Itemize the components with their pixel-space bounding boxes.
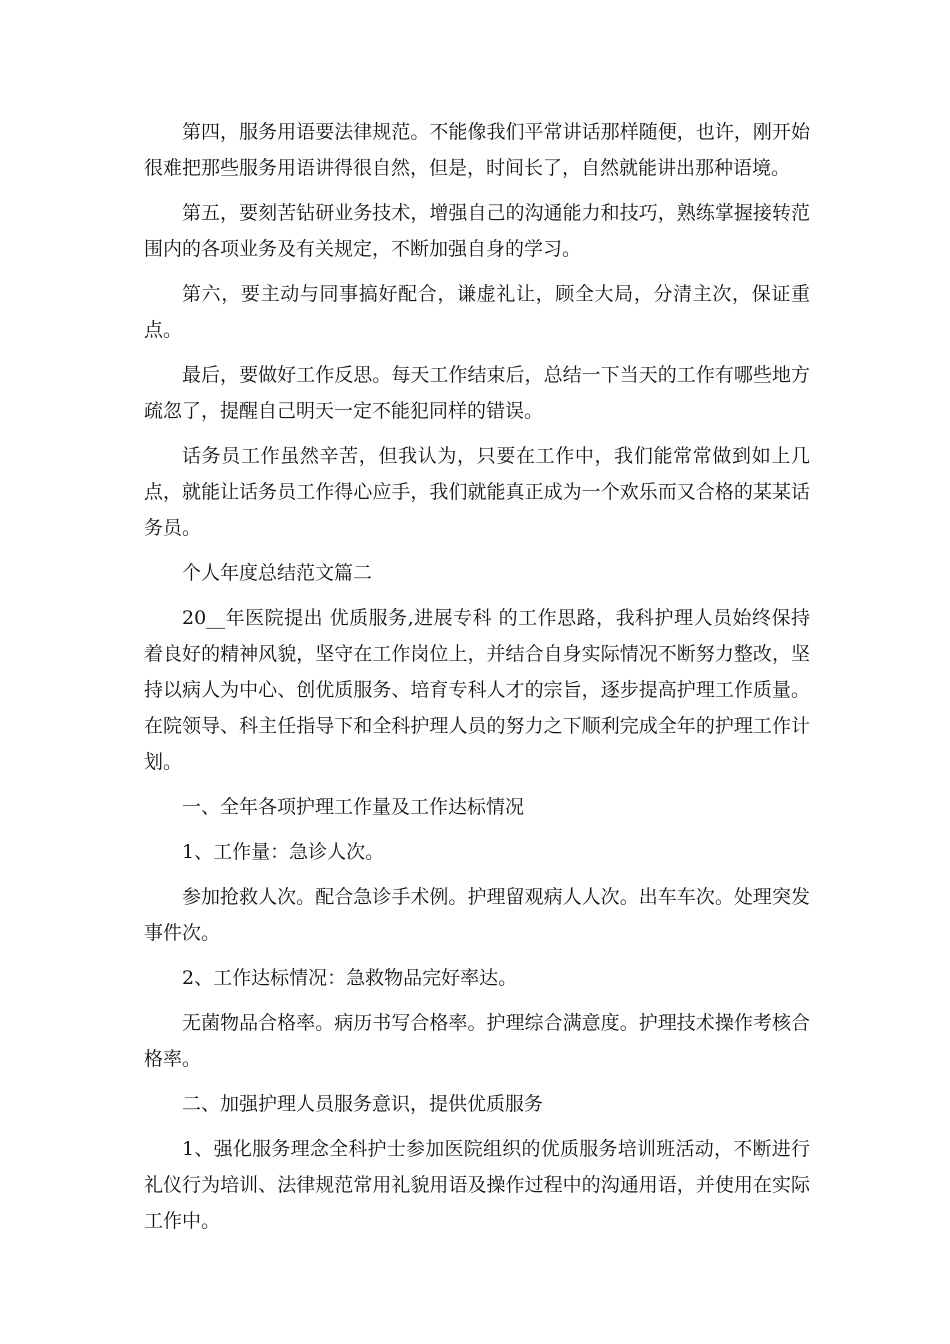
paragraph-rates: 无菌物品合格率。病历书写合格率。护理综合满意度。护理技术操作考核合格率。 xyxy=(144,1012,810,1070)
section-title: 个人年度总结范文篇二 xyxy=(182,562,373,584)
document-body xyxy=(144,114,810,1248)
paragraph-cooperation: 第六，要主动与同事搞好配合，谦虚礼让，顾全大局，分清主次，保证重点。 xyxy=(144,283,810,341)
paragraph-service-language: 第四，服务用语要法律规范。不能像我们平常讲话那样随便，也许，刚开始很难把那些服务用语讲得很自然，但是，时间长了，自然就能讲出那种语境。 xyxy=(144,121,810,179)
item-service-training: 1、强化服务理念全科护士参加医院组织的优质服务培训班活动，不断进行礼仪行为培训、法律规范常用礼貌用语及操作过程中的沟通用语，并使用在实际工作中。 xyxy=(144,1138,810,1232)
paragraph-conclusion: 话务员工作虽然辛苦，但我认为，只要在工作中，我们能常常做到如上几点，就能让话务员工作得心应手，我们就能真正成为一个欢乐而又合格的某某话务员。 xyxy=(144,445,810,539)
paragraph-rescue: 参加抢救人次。配合急诊手术例。护理留观病人人次。出车车次。处理突发事件次。 xyxy=(144,886,810,944)
heading-workload: 一、全年各项护理工作量及工作达标情况 xyxy=(182,796,525,818)
paragraph-intro: 20__年医院提出 优质服务,进展专科 的工作思路，我科护理人员始终保持着良好的精神风貌，坚守在工作岗位上，并结合自身实际情况不断努力整改，坚持以病人为中心、创优质服务、培育专科人才的宗旨，逐步提高护理工作质量。在院领导、科主任指导下和全科护理人员的努力之下顺利完成全年的护理工作计划。 xyxy=(144,607,810,773)
item-workload: 1、工作量：急诊人次。 xyxy=(182,841,385,863)
paragraph-study-skills: 第五，要刻苦钻研业务技术，增强自己的沟通能力和技巧，熟练掌握接转范围内的各项业务及有关规定，不断加强自身的学习。 xyxy=(144,202,810,260)
item-standards: 2、工作达标情况：急救物品完好率达。 xyxy=(182,967,518,989)
paragraph-reflection: 最后，要做好工作反思。每天工作结束后，总结一下当天的工作有哪些地方疏忽了，提醒自己明天一定不能犯同样的错误。 xyxy=(144,364,810,422)
heading-service: 二、加强护理人员服务意识，提供优质服务 xyxy=(182,1093,544,1115)
